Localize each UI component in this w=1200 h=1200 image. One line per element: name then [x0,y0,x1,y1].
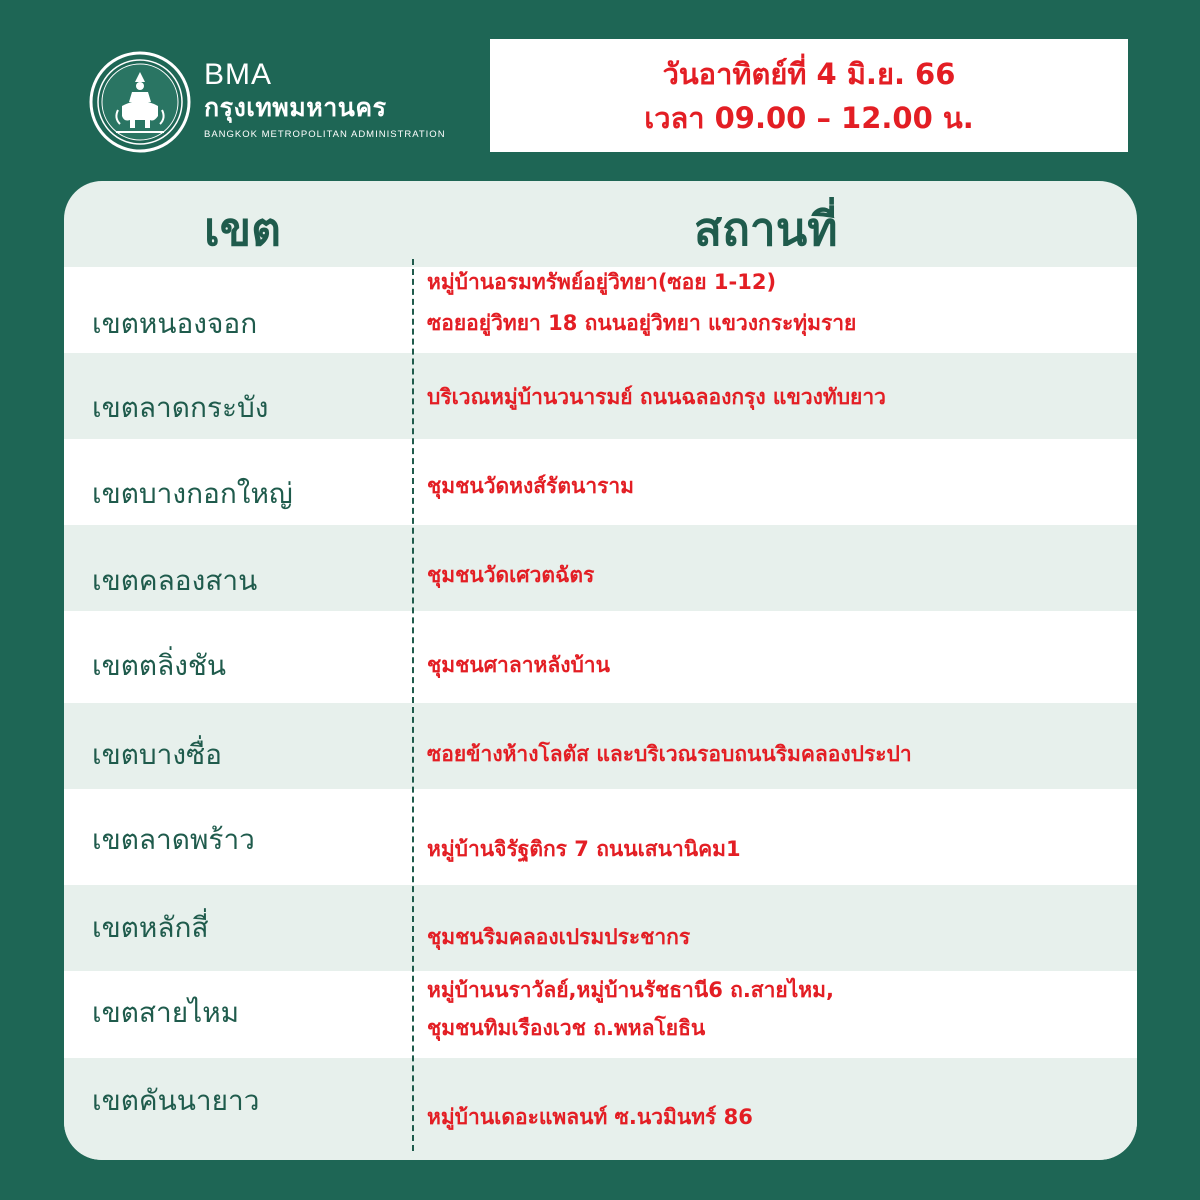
district-name: เขตบางกอกใหญ่ [92,477,293,510]
table-row [64,885,1137,971]
bma-logo [88,50,468,154]
place-line: ซอยข้างห้างโลตัส และบริเวณรอบถนนริมคลองประปา [427,742,912,766]
district-name: เขตหนองจอก [92,307,258,340]
district-name: เขตคลองสาน [92,564,258,597]
table-row [64,971,1137,1058]
place-line: ชุมชนริมคลองเปรมประชากร [427,925,691,949]
district-name: เขตตลิ่งชัน [92,649,227,682]
logo-abbr: BMA [204,58,273,91]
place-line: หมู่บ้านเดอะแพลนท์ ซ.นวมินทร์ 86 [427,1105,753,1129]
schedule-table [64,181,1137,1160]
column-divider [412,259,414,1151]
logo-text [204,58,446,142]
place-line: ชุมชนศาลาหลังบ้าน [427,653,610,677]
place-line: บริเวณหมู่บ้านวนารมย์ ถนนฉลองกรุง แขวงทับยาว [427,385,886,409]
date-box [490,39,1128,152]
table-row [64,267,1137,353]
table-row [64,525,1137,611]
district-name: เขตสายไหม [92,996,240,1029]
column-header-place: สถานที่ [694,202,838,256]
place-line: หมู่บ้านนราวัลย์,หมู่บ้านรัชธานี6 ถ.สายไหม, [427,978,834,1002]
table-row [64,611,1137,703]
place-line: ชุมชนทิมเรืองเวช ถ.พหลโยธิน [427,1016,706,1040]
table-body [64,267,1137,1160]
place-line: หมู่บ้านจิรัฐติกร 7 ถนนเสนานิคม1 [427,837,741,861]
logo-english-name: BANGKOK METROPOLITAN ADMINISTRATION [204,129,446,140]
table-row [64,703,1137,789]
place-line: ชุมชนวัดหงส์รัตนาราม [427,474,635,498]
table-row [64,789,1137,885]
table-row [64,439,1137,525]
district-name: เขตคันนายาว [92,1084,260,1117]
district-name: เขตบางซื่อ [92,738,222,771]
table-row [64,353,1137,439]
bma-seal-icon [88,50,192,154]
time-line: เวลา 09.00 – 12.00 น. [644,100,974,135]
logo-thai-name: กรุงเทพมหานคร [204,93,387,122]
place-line: หมู่บ้านอรมทรัพย์อยู่วิทยา(ซอย 1-12) [427,270,777,294]
district-name: เขตลาดพร้าว [92,823,255,856]
place-line: ซอยอยู่วิทยา 18 ถนนอยู่วิทยา แขวงกระทุ่มราย [427,311,857,335]
district-name: เขตลาดกระบัง [92,391,269,424]
column-header-district: เขต [204,202,282,256]
table-header [64,181,1137,267]
date-line: วันอาทิตย์ที่ 4 มิ.ย. 66 [662,56,956,91]
table-row [64,1058,1137,1160]
district-name: เขตหลักสี่ [92,911,209,944]
place-line: ชุมชนวัดเศวตฉัตร [427,563,595,587]
